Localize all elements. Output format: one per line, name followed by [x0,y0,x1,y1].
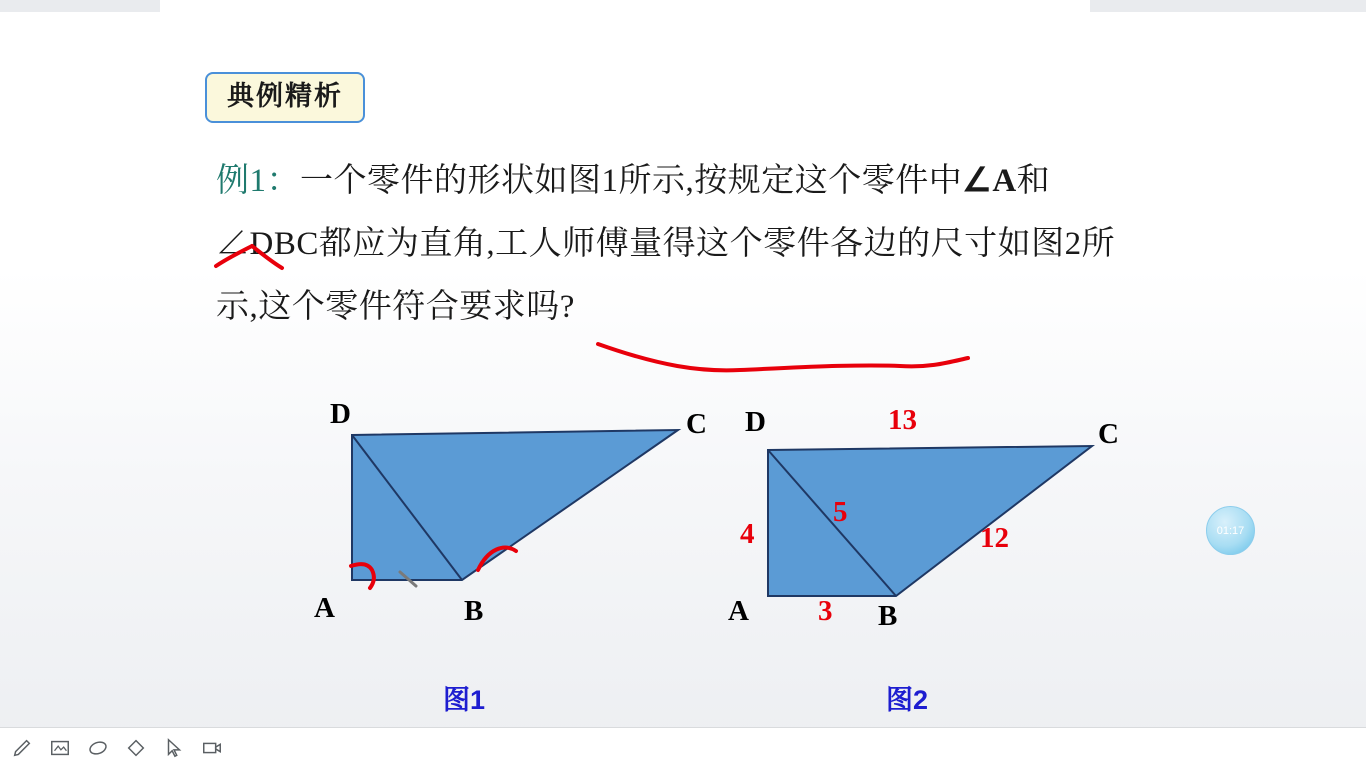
question-number: 例1： [216,163,300,199]
figure-1-caption: 图1 [443,685,486,715]
fig2-measure-da: 4 [740,518,755,550]
stem-line-1: 一个零件的形状如图1所示,按规定这个零件中 [300,163,963,199]
fig1-vertex-a: A [314,592,335,624]
figure-2-caption: 图2 [886,685,929,715]
shape-icon[interactable] [122,734,150,762]
fig2-measure-dc: 13 [888,404,917,436]
ink-underline-question [598,344,968,370]
fig2-measure-bc: 12 [980,522,1009,554]
camera-icon[interactable] [198,734,226,762]
fig2-vertex-c: C [1098,418,1119,450]
top-strip-left [0,0,160,12]
eraser-icon[interactable] [84,734,112,762]
fig2-vertex-a: A [728,595,749,627]
figure-1-shape [330,420,710,600]
question-stem [216,150,1136,339]
top-strip-right [1090,0,1366,12]
section-title: 典例精析 [205,72,365,123]
pen-icon[interactable] [8,734,36,762]
fig2-vertex-b: B [878,600,898,632]
fig2-vertex-d: D [745,406,766,438]
countdown-timer[interactable]: 01:17 [1206,506,1255,555]
cursor-icon[interactable] [160,734,188,762]
figure-2-shape [760,438,1110,608]
fig1-vertex-d: D [330,398,351,430]
stem-line-3: 边的尺寸如图2所示,这个零件符合要求吗? [216,226,1116,325]
fig2-measure-db: 5 [833,496,848,528]
top-strip-center [160,0,1090,12]
bottom-toolbar [0,727,1366,768]
fig1-vertex-b: B [464,595,484,627]
fig1-vertex-c: C [686,408,707,440]
stem-angle-a: ∠A [962,163,1017,199]
screenshot-icon[interactable] [46,734,74,762]
stem-line-2: 和∠DBC都应为直角,工人师傅量得这个零件各 [216,163,1051,262]
fig2-measure-ab: 3 [818,595,833,627]
